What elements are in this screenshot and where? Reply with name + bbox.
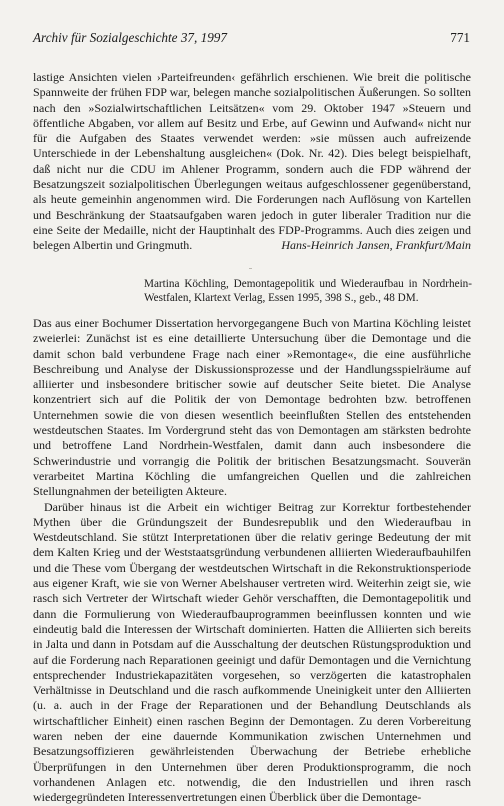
review-paragraph: Darüber hinaus ist die Arbeit ein wichtiger Beitrag zur Korrektur fortbestehender Mythen über die Gründungszeit der Bundesrepublik und den Wiederaufbau in Westdeutschland. Sie stützt Interpretationen über die relativ geringe Bedeutung der mit dem Kalten Krieg und der Weststaatsgründung verbundenen alliierten Wiederaufbauhilfen und die These vom Übergang der westdeutschen Wirtschaft in die Rekonstruktionsperiode aus eigener Kraft, wie sie von Werner Abelshauser vertreten wird. Weiterhin zeigt sie, wie rasch sich Vertreter der Wirtschaft wieder Gehör verschafften, die Demontagepolitik und dann die Formulierung von Wiederaufbauprogrammen beeinflussen konnten und wie eindeutig bald die Interessen der Wirtschaft dominierten. Hatten die Alliierten sich bereits in Jalta und dann in Potsdam auf die Ausschaltung der deutschen Rüstungsproduktion und auf die Forderung nach Reparationen geeinigt und dafür Demontagen und die Vernichtung entsprechender Industriekapazitäten vorgesehen, so verzögerten die katastrophalen Verhältnisse in Deutschland und die rasch aufkommende Uneinigkeit unter den Alliierten (u. a. auch in der Frage der Reparationen und der Behandlung Deutschlands als wirtschaftlicher Einheit) einen raschen Beginn der Demontagen. Zu deren Vorbereitung waren neben der eine dauernde Kommunikation zwischen Unternehmen und Besatzungsoffizieren gewährleistenden Überwachung der Betriebe erhebliche Überprüfungen in den Unternehmen über deren Produktionsprogramm, die noch vorhandenen Anlagen etc. notwendig, die den Industriellen und ihren rasch wiedergegründeten Interessenvertretungen einen Überblick über die Demontage- [33, 499, 471, 805]
previous-review-ending [33, 70, 471, 254]
running-header [33, 30, 470, 46]
review-paragraph: Das aus einer Bochumer Dissertation hervorgegangene Buch von Martina Köchling leistet zweierlei: Zunächst ist es eine detaillierte Untersuchung über die Demontage und die damit schon bald verbundene Frage nach einer »Remontage«, die eine ausführliche Beschreibung und Analyse der Diskussionsprozesse und der Handlungsspielräume auf alliierter und insbesondere britischer sowie auf deutscher Seite bietet. Die Analyse konzentriert sich auf die Politik der von Demontage bedrohten bzw. betroffenen Unternehmen sowie die von diesen wesentlich beeinflußten Stellen des entstehenden westdeutschen Staates. Im Vordergrund steht das von Demontagen am stärksten bedrohte und betroffene Land Nordrhein-Westfalen, damit dann auch insbesondere die Schwerindustrie und vorrangig die Politik der britischen Besatzungsmacht. Souverän verarbeitet Martina Köchling die umfangreichen Quellen und die zahlreichen Stellungnahmen der beteiligten Akteure. [33, 316, 471, 499]
section-divider [249, 268, 252, 269]
book-citation: Martina Köchling, Demontagepolitik und Wiederaufbau in Nordrhein-Westfalen, Klartext Verlag, Essen 1995, 398 S., geb., 48 DM. [144, 278, 472, 304]
reviewer-signature: Hans-Heinrich Jansen, Frankfurt/Main [281, 238, 471, 253]
previous-review-text: lastige Ansichten vielen ›Parteifreunden‹ gefährlich erschienen. Wie breit die politische Spannweite der frühen FDP war, belegen manche sozialpolitischen Äußerungen. So sollten nach den »Sozialwirtschaftlichen Leitsätzen« vom 29. Oktober 1947 »Steuern und öffentliche Abgaben, vor allem auf Besitz und Erbe, auf Gewinn und Aufwand« nicht nur für die Aufgaben des Staates verwendet werden: »sie müssen auch aufreizende Unterschiede in der Lebenshaltung ausgleichen« (Dok. Nr. 42). Dies belegt beispielhaft, daß nicht nur die CDU im Ahlener Programm, sondern auch die FDP während der Besatzungszeit sozialpolitischen Überlegungen weitaus aufgeschlossener gegenüberstand, als heute gemeinhin angenommen wird. Die Forderungen nach Auflösung von Kartellen und Beschränkung der Staatsaufgaben waren jedoch in guter liberaler Tradition nur die eine Seite der Medaille, nicht der Hauptinhalt des FDP-Programms. Auch dies zeigen und belegen Albertin und Gringmuth. [33, 70, 471, 253]
journal-title: Archiv für Sozialgeschichte 37, 1997 [33, 30, 227, 45]
page-number: 771 [450, 30, 470, 45]
previous-review-paragraph [33, 70, 471, 254]
review-body [33, 316, 471, 806]
